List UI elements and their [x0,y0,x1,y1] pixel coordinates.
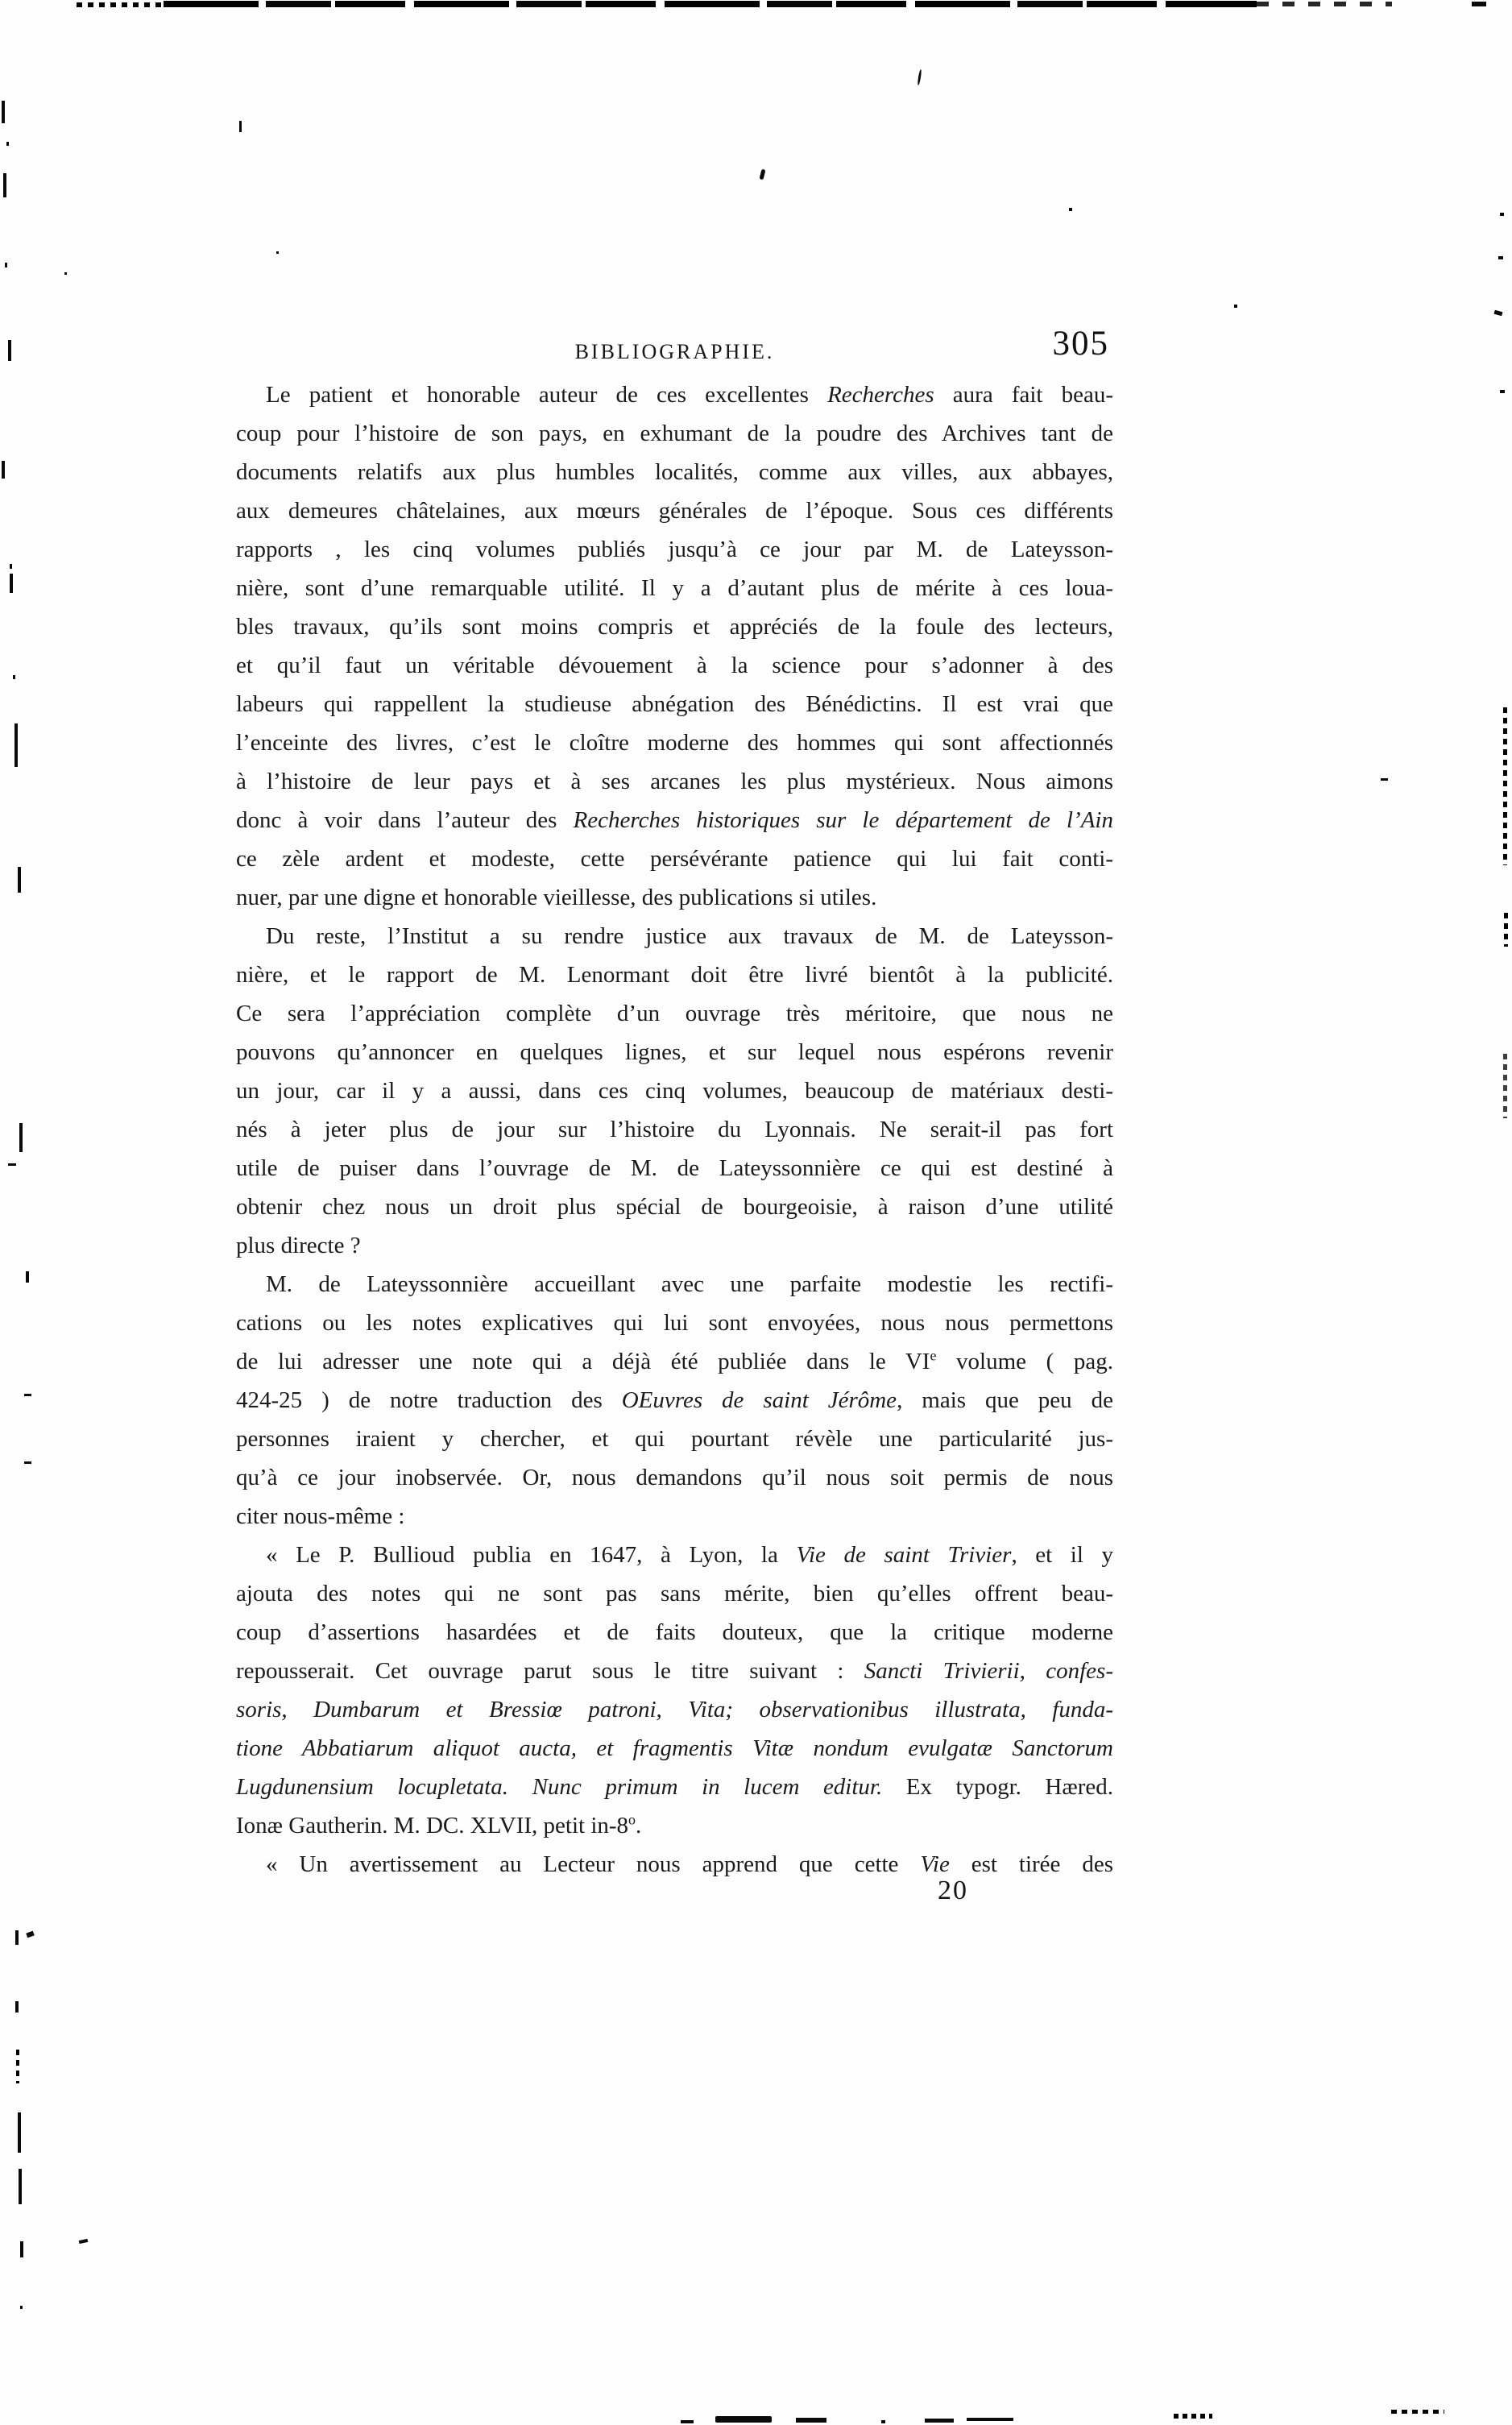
scan-artifact-top-edge-faint [1257,2,1392,6]
scan-speck [26,1931,35,1938]
scan-mark [26,1271,29,1283]
scan-speck [917,69,922,85]
scan-smudge [1174,2414,1212,2419]
scan-mark [15,1930,19,1945]
text-line: utile de puiser dans l’ouvrage de M. de Lateyssonnière ce qui est destiné à [236,1155,1113,1181]
scan-speck [1500,213,1504,216]
text-line: un jour, car il y a aussi, dans ces cinq volumes, beaucoup de matériaux desti- [236,1078,1113,1104]
text-line: plus directe ? [236,1233,361,1258]
scan-artifact-right-edge [1503,1054,1507,1118]
text-line: ajouta des notes qui ne sont pas sans mérite, bien qu’elles offrent beau- [236,1581,1113,1606]
scan-speck [10,564,12,569]
section-title: BIBLIOGRAPHIE. [574,340,775,363]
scan-mark [3,173,6,197]
text-line: obtenir chez nous un droit plus spécial de bourgeoisie, à raison d’une utilité [236,1194,1113,1220]
text-line: tione Abbatiarum aliquot aucta, et fragmentis Vitæ nondum evulgatæ Sanctorum [236,1735,1113,1761]
text-line: nière, et le rapport de M. Lenormant doit être livré bientôt à la publicité. [236,962,1113,988]
text-line: 424-25 ) de notre traduction des OEuvres de saint Jérôme, mais que peu de [236,1387,1113,1413]
scan-mark [14,723,18,767]
text-line: Le patient et honorable auteur de ces excellentes Recherches aura fait beau- [266,382,1113,408]
scan-speck [760,169,766,180]
scan-smudge [967,2418,1013,2421]
text-block [236,375,1113,1884]
text-line: à l’histoire de leur pays et à ses arcanes les plus mystérieux. Nous aimons [236,769,1113,794]
scan-speck [1069,208,1072,211]
scan-mark [18,2112,21,2153]
scan-speck [1234,305,1237,308]
scan-mark [18,867,21,893]
page-number: 305 [1052,325,1109,363]
text-line: Du reste, l’Institut a su rendre justice aux travaux de M. de Lateysson- [266,923,1113,949]
scan-speck [64,272,67,275]
text-line: « Un avertissement au Lecteur nous apprend que cette Vie est tirée des [266,1851,1113,1877]
scan-smudge [1391,2410,1444,2414]
scan-mark [2,101,5,123]
scan-speck [13,675,15,679]
scan-speck [8,1163,16,1166]
text-line: Ce sera l’appréciation complète d’un ouvrage très méritoire, que nous ne [236,1001,1113,1026]
scan-mark [10,574,13,593]
scan-smudge [796,2418,826,2423]
scan-mark [16,2050,19,2083]
text-line: rapports , les cinq volumes publiés jusqu’à ce jour par M. de Lateysson- [236,537,1113,562]
text-line: soris, Dumbarum et Bressiœ patroni, Vita; observationibus illustrata, funda- [236,1697,1113,1722]
scan-speck [1494,310,1503,316]
text-line: pouvons qu’annoncer en quelques lignes, et sur lequel nous espérons revenir [236,1039,1113,1065]
scan-artifact-top-edge-line [164,1,1257,7]
scan-speck [1381,778,1388,781]
scan-mark [15,2001,19,2013]
text-line: ce zèle ardent et modeste, cette persévérante patience qui lui fait conti- [236,846,1113,872]
text-line: citer nous-même : [236,1503,405,1529]
scan-mark [19,1123,23,1152]
scan-artifact-right-edge [1504,913,1508,947]
scan-mark [8,340,11,361]
text-line: coup d’assertions hasardées et de faits douteux, que la critique moderne [236,1619,1113,1645]
text-line: nière, sont d’une remarquable utilité. Il y a d’autant plus de mérite à ces loua- [236,575,1113,601]
text-line: aux demeures châtelaines, aux mœurs générales de l’époque. Sous ces différents [236,498,1113,524]
text-line: Lugdunensium locupletata. Nunc primum in lucem editur. Ex typogr. Hæred. [236,1774,1113,1800]
scan-speck [1472,2,1486,6]
text-line: repousserait. Cet ouvrage parut sous le titre suivant : Sancti Trivierii, confes- [236,1658,1113,1684]
text-line: Ionæ Gautherin. M. DC. XLVII, petit in-8$^o$. [236,1811,642,1838]
scan-artifact-right-edge [1503,707,1507,865]
text-line: l’enceinte des livres, c’est le cloître moderne des hommes qui sont affectionnés [236,730,1113,756]
scan-speck [24,1461,31,1464]
scan-mark [20,2241,23,2257]
text-line: M. de Lateyssonnière accueillant avec une parfaite modestie les rectifi- [266,1271,1113,1297]
scan-speck [6,142,9,146]
scan-smudge [715,2416,772,2423]
scan-smudge [925,2419,954,2423]
text-line: labeurs qui rappellent la studieuse abnégation des Bénédictins. Il est vrai que [236,691,1113,717]
scan-artifact-top-edge-dots [77,2,164,7]
text-line: qu’à ce jour inobservée. Or, nous demandons qu’il nous soit permis de nous [236,1465,1113,1490]
signature-mark: 20 [938,1876,968,1905]
scan-speck [79,2239,89,2244]
scan-speck [1500,390,1505,393]
scan-speck [24,1394,31,1396]
text-line: bles travaux, qu’ils sont moins compris et appréciés de la foule des lecteurs, [236,614,1113,640]
text-line: nuer, par une digne et honorable vieillesse, des publications si utiles. [236,885,877,910]
text-line: donc à voir dans l’auteur des Recherches historiques sur le département de l’Ain [236,807,1113,833]
text-line: de lui adresser une note qui a déjà été publiée dans le VIe volume ( pag. [236,1347,1113,1374]
scan-smudge [681,2420,694,2423]
scan-speck [5,263,7,267]
text-line: coup pour l’histoire de son pays, en exhumant de la poudre des Archives tant de [236,421,1113,446]
text-line: et qu’il faut un véritable dévouement à la science pour s’adonner à des [236,653,1113,678]
text-line: cations ou les notes explicatives qui lui sont envoyées, nous nous permettons [236,1310,1113,1336]
scan-mark [19,2169,22,2204]
scan-speck [276,251,279,254]
scan-speck [881,2420,885,2423]
text-line: documents relatifs aux plus humbles localités, comme aux villes, aux abbayes, [236,459,1113,485]
scan-speck [239,121,242,132]
scan-mark [2,461,5,479]
text-line: personnes iraient y chercher, et qui pourtant révèle une particularité jus- [236,1426,1113,1452]
scan-speck [20,2306,23,2309]
scan-speck [1498,256,1503,259]
text-line: « Le P. Bullioud publia en 1647, à Lyon, la Vie de saint Trivier, et il y [266,1542,1113,1568]
text-line: nés à jeter plus de jour sur l’histoire du Lyonnais. Ne serait-il pas fort [236,1117,1113,1142]
